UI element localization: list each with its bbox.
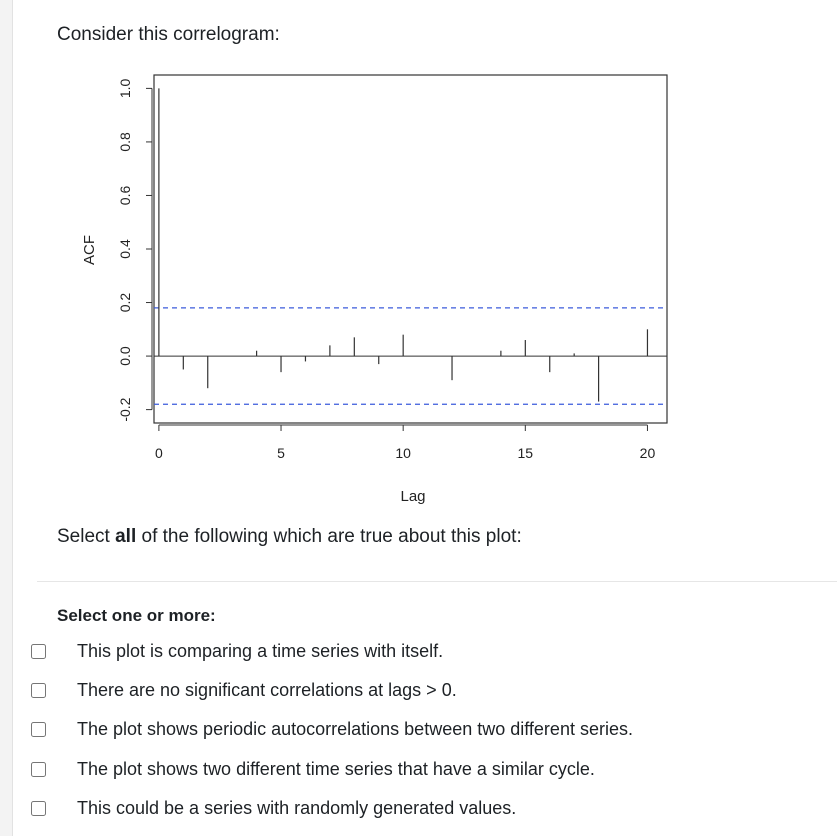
x-tick-label-3: 15 bbox=[517, 445, 534, 461]
y-tick-label-0: -0.2 bbox=[117, 397, 133, 422]
option-2[interactable] bbox=[30, 675, 810, 705]
option-3-checkbox[interactable] bbox=[31, 722, 46, 737]
acf-bars bbox=[159, 88, 648, 401]
option-2-checkbox[interactable] bbox=[31, 683, 46, 698]
x-tick-label-4: 20 bbox=[639, 445, 656, 461]
y-tick-label-1: 0.0 bbox=[117, 346, 133, 366]
option-1[interactable] bbox=[30, 636, 810, 666]
plot-frame bbox=[154, 75, 667, 423]
y-tick-label-3: 0.4 bbox=[117, 239, 133, 259]
x-axis-label: Lag bbox=[400, 488, 426, 505]
y-axis-label: ACF bbox=[81, 235, 98, 265]
option-1-label: This plot is comparing a time series with itself. bbox=[77, 640, 444, 661]
option-3-label: The plot shows periodic autocorrelations between two different series. bbox=[77, 718, 633, 739]
y-axis bbox=[117, 78, 152, 421]
y-tick-label-2: 0.2 bbox=[117, 292, 133, 313]
option-5-label: This could be a series with randomly generated values. bbox=[77, 797, 517, 818]
y-tick-label-5: 0.8 bbox=[117, 132, 133, 152]
select-label: Select one or more: bbox=[57, 606, 216, 625]
correlogram-chart bbox=[70, 60, 680, 515]
prompt-bold: all bbox=[115, 526, 137, 547]
option-4-label: The plot shows two different time series that have a similar cycle. bbox=[77, 758, 595, 779]
option-1-checkbox[interactable] bbox=[31, 644, 46, 659]
option-5-checkbox[interactable] bbox=[31, 801, 46, 816]
divider bbox=[37, 581, 837, 582]
x-tick-label-2: 10 bbox=[395, 445, 411, 461]
x-axis bbox=[155, 425, 655, 461]
option-2-label: There are no significant correlations at lags > 0. bbox=[77, 679, 457, 700]
prompt-post: of the following which are true about this plot: bbox=[136, 526, 522, 547]
option-3[interactable] bbox=[30, 714, 810, 744]
prompt-pre: Select bbox=[57, 526, 116, 547]
confidence-bounds bbox=[154, 308, 667, 404]
question-prompt bbox=[57, 526, 522, 548]
y-tick-label-6: 1.0 bbox=[117, 78, 133, 99]
left-page-rule bbox=[0, 0, 13, 836]
option-5[interactable] bbox=[30, 793, 810, 823]
option-4-checkbox[interactable] bbox=[31, 762, 46, 777]
question-intro: Consider this correlogram: bbox=[57, 24, 280, 45]
x-tick-label-0: 0 bbox=[154, 445, 163, 461]
x-tick-label-1: 5 bbox=[277, 445, 285, 461]
y-tick-label-4: 0.6 bbox=[117, 185, 133, 206]
option-4[interactable] bbox=[30, 754, 810, 784]
